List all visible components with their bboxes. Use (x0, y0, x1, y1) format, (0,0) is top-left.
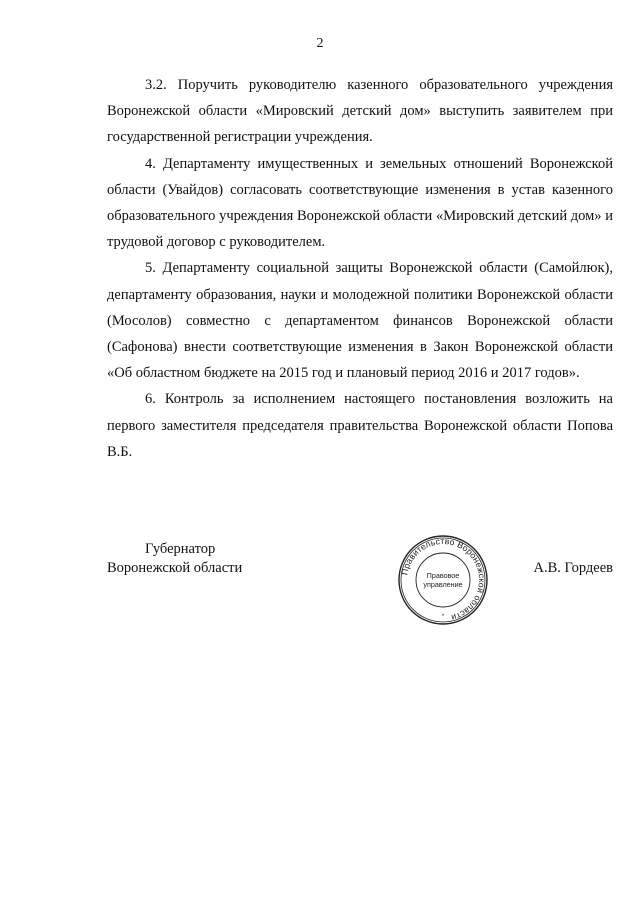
seal-bottom-mark: * (441, 614, 445, 620)
signatory-position-line2: Воронежской области (107, 560, 243, 576)
signatory-name: А.В. Гордеев (533, 560, 613, 576)
seal-inner-line1: Правовое (426, 571, 460, 580)
seal-inner-line2: управление (423, 580, 463, 589)
signatory-position (107, 540, 242, 578)
signature-block (107, 534, 613, 624)
paragraph-5: 5. Департаменту социальной защиты Воронежской области (Самойлюк), департаменту образования, науки и молодежной политики Воронежской области (Мосолов) совместно с департаментом финансов Воронежской области (Сафонова) внести соответствующие изменения в Закон Воронежской области «Об областном бюджете на 2015 год и плановый период 2016 и 2017 годов». (107, 260, 613, 382)
seal-outer-text: Правительство Воронежской области (399, 535, 488, 623)
paragraph-3-2: 3.2. Поручить руководителю казенного образовательного учреждения Воронежской области «Мировский детский дом» выступить заявителем при государственной регистрации учреждения. (107, 77, 613, 146)
paragraph-6: 6. Контроль за исполнением настоящего постановления возложить на первого заместителя председателя правительства Воронежской области Попова В.Б. (107, 391, 613, 460)
official-seal-stamp (397, 534, 489, 626)
paragraph-4: 4. Департаменту имущественных и земельных отношений Воронежской области (Увайдов) согласовать соответствующие изменения в устав казенного образовательного учреждения Воронежской области «Мировский детский дом» и трудовой договор с руководителем. (107, 155, 613, 251)
page-number: 2 (316, 36, 324, 51)
document-body (107, 72, 613, 465)
signatory-position-line1: Губернатор (145, 541, 216, 557)
